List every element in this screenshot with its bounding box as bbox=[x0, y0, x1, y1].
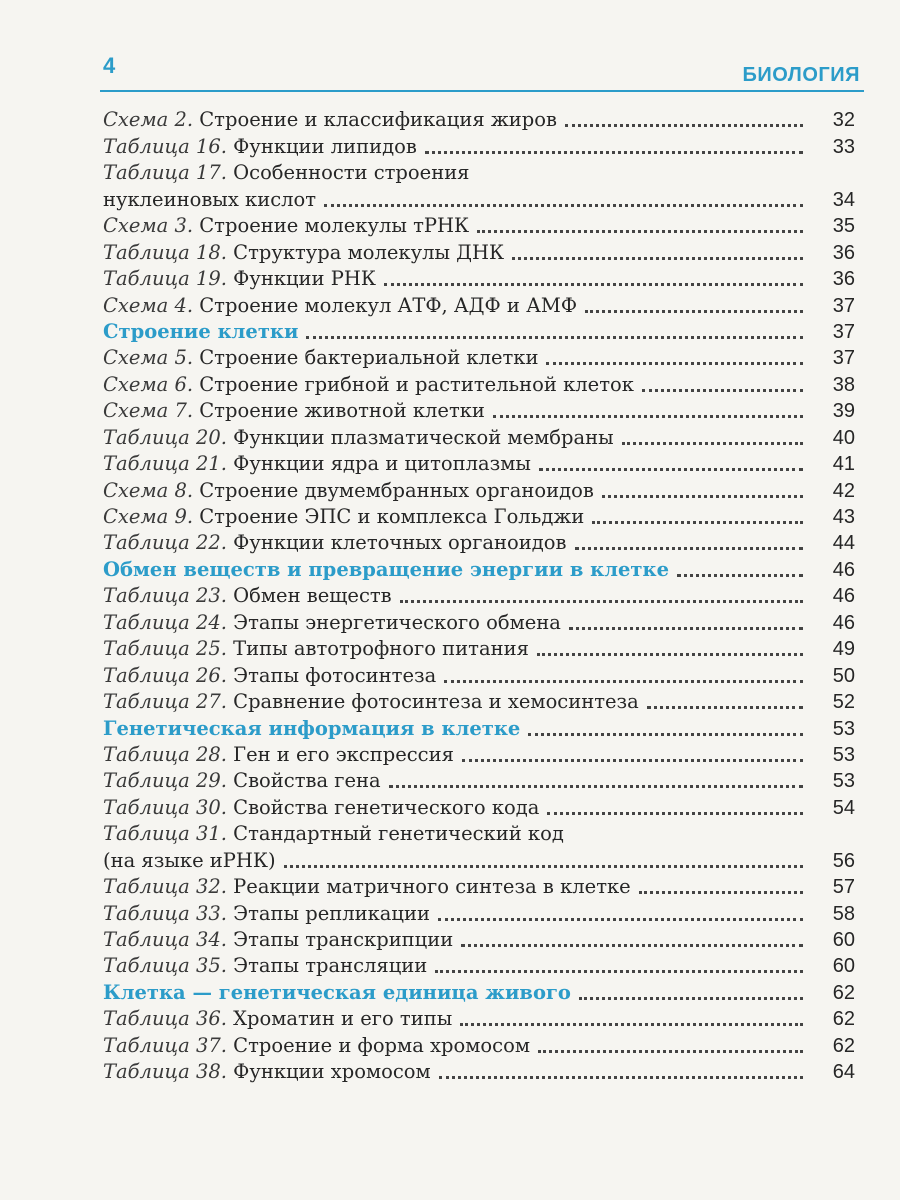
toc-entry-title-wrap bbox=[103, 372, 634, 398]
dot-leader bbox=[306, 336, 803, 339]
toc-entry bbox=[103, 477, 855, 503]
toc-entry-title-wrap bbox=[103, 1033, 530, 1059]
toc-entry bbox=[103, 213, 855, 239]
toc-entry-text bbox=[103, 372, 811, 398]
toc-entry-label: Схема 2. bbox=[103, 108, 194, 132]
toc-entry bbox=[103, 451, 855, 477]
toc-entry bbox=[103, 583, 855, 609]
toc-entry-title: Строение клетки bbox=[103, 319, 299, 343]
toc-entry bbox=[103, 821, 855, 847]
toc-entry-title: Этапы фотосинтеза bbox=[233, 663, 437, 687]
toc-entry-text bbox=[103, 1006, 811, 1032]
toc-entry-text bbox=[103, 927, 811, 953]
toc-entry-title-wrap bbox=[103, 716, 520, 742]
toc-page-number: 38 bbox=[832, 373, 855, 396]
toc-entry-label: Схема 7. bbox=[103, 399, 194, 423]
toc-entry-title-wrap bbox=[103, 636, 529, 662]
toc-entry bbox=[103, 1059, 855, 1085]
toc-entry-title-wrap bbox=[103, 425, 614, 451]
toc-entry-label: Схема 6. bbox=[103, 372, 194, 396]
dot-leader bbox=[546, 362, 803, 365]
toc-entry bbox=[103, 371, 855, 397]
toc-entry bbox=[103, 1006, 855, 1032]
toc-entry-label: Таблица 23. bbox=[103, 584, 227, 608]
toc-entry-label: Схема 5. bbox=[103, 346, 194, 370]
toc-page-number: 52 bbox=[832, 691, 855, 714]
dot-leader bbox=[575, 547, 803, 550]
toc-entry-title: Стандартный генетический код bbox=[233, 822, 564, 846]
toc-page-number: 46 bbox=[832, 558, 855, 581]
toc-entry-title-wrap bbox=[103, 107, 557, 133]
dot-leader bbox=[592, 521, 803, 524]
toc-entry-text bbox=[103, 821, 811, 847]
toc-page-number: 60 bbox=[832, 955, 855, 978]
toc-entry-text bbox=[103, 160, 811, 186]
book-title: БИОЛОГИЯ bbox=[742, 64, 860, 86]
toc-entry-text bbox=[103, 874, 811, 900]
toc-entry-text bbox=[103, 689, 811, 715]
toc-entry-label: Таблица 25. bbox=[103, 637, 227, 661]
toc-entry-title-wrap bbox=[103, 953, 427, 979]
toc-page-number: 56 bbox=[832, 849, 855, 872]
dot-leader bbox=[579, 997, 803, 1000]
toc-page-number: 41 bbox=[832, 453, 855, 476]
dot-leader bbox=[461, 944, 803, 947]
toc-section-heading bbox=[103, 319, 855, 345]
toc-entry-title: Особенности строения bbox=[233, 161, 470, 185]
toc-entry-text bbox=[103, 1059, 811, 1085]
toc-section-heading bbox=[103, 979, 855, 1005]
toc-entry bbox=[103, 874, 855, 900]
toc-entry-text bbox=[103, 953, 811, 979]
toc-page-number: 54 bbox=[832, 796, 855, 819]
dot-leader bbox=[477, 230, 803, 233]
toc-entry-title-wrap bbox=[103, 345, 538, 371]
toc-page-number: 37 bbox=[832, 320, 855, 343]
toc-entry bbox=[103, 424, 855, 450]
header-divider bbox=[100, 90, 864, 92]
toc-entry-title-wrap bbox=[103, 293, 577, 319]
page-number: 4 bbox=[103, 53, 116, 78]
toc-entry-text bbox=[103, 901, 811, 927]
toc-page-number: 62 bbox=[832, 1034, 855, 1057]
toc-entry-title: Функции плазматической мембраны bbox=[233, 425, 614, 449]
toc-entry-title: Типы автотрофного питания bbox=[233, 637, 529, 661]
dot-leader bbox=[284, 865, 803, 868]
toc-page-number: 62 bbox=[832, 981, 855, 1004]
dot-leader bbox=[528, 733, 803, 736]
toc-entry-title: Строение и форма хромосом bbox=[233, 1033, 530, 1057]
toc-entry-label: Таблица 31. bbox=[103, 822, 227, 846]
toc-entry-title-wrap bbox=[103, 980, 571, 1006]
dot-leader bbox=[435, 970, 803, 973]
toc-entry-text bbox=[103, 345, 811, 371]
toc-entry bbox=[103, 1032, 855, 1058]
toc-entry-text bbox=[103, 213, 811, 239]
toc-entry-title: Обмен веществ и превращение энергии в клетке bbox=[103, 557, 669, 581]
toc-page-number: 32 bbox=[832, 109, 855, 132]
toc-entry-title: (на языке иРНК) bbox=[103, 848, 276, 872]
toc-page-number: 37 bbox=[832, 347, 855, 370]
dot-leader bbox=[538, 1050, 803, 1053]
toc-entry-text bbox=[103, 319, 811, 345]
toc-page-number: 46 bbox=[832, 585, 855, 608]
dot-leader bbox=[602, 495, 803, 498]
toc-entry-title: Клетка — генетическая единица живого bbox=[103, 980, 571, 1004]
toc-entry bbox=[103, 768, 855, 794]
toc-entry-title-wrap bbox=[103, 1059, 431, 1085]
dot-leader bbox=[425, 151, 803, 154]
dot-leader bbox=[460, 1023, 803, 1026]
toc-page-number: 62 bbox=[832, 1008, 855, 1031]
toc-entry-label: Таблица 38. bbox=[103, 1060, 227, 1084]
dot-leader bbox=[462, 759, 803, 762]
toc-entry-text bbox=[103, 716, 811, 742]
toc-page-number: 53 bbox=[832, 770, 855, 793]
dot-leader bbox=[324, 204, 803, 207]
toc-entry-title: Строение грибной и растительной клеток bbox=[199, 372, 634, 396]
toc-entry-title: Этапы трансляции bbox=[233, 954, 428, 978]
toc-entry-text bbox=[103, 583, 811, 609]
toc-entry-title-wrap bbox=[103, 689, 639, 715]
toc-entry-label: Таблица 18. bbox=[103, 240, 227, 264]
toc-entry-title-wrap bbox=[103, 742, 454, 768]
dot-leader bbox=[439, 1076, 803, 1079]
toc-entry-label: Таблица 22. bbox=[103, 531, 227, 555]
toc-page-number: 49 bbox=[832, 638, 855, 661]
toc-entry-title-wrap bbox=[103, 557, 669, 583]
toc-entry-title-wrap bbox=[103, 398, 485, 424]
toc-entry bbox=[103, 345, 855, 371]
toc-entry-title: Ген и его экспрессия bbox=[233, 742, 454, 766]
dot-leader bbox=[639, 891, 803, 894]
toc-entry-label: Таблица 37. bbox=[103, 1033, 227, 1057]
toc-page-number: 34 bbox=[832, 188, 855, 211]
toc-entry-label: Таблица 32. bbox=[103, 875, 227, 899]
toc-entry bbox=[103, 160, 855, 186]
toc-entry-text bbox=[103, 980, 811, 1006]
toc-entry bbox=[103, 847, 855, 873]
toc-entry-label: Таблица 20. bbox=[103, 425, 227, 449]
dot-leader bbox=[622, 442, 803, 445]
toc-entry-label: Таблица 30. bbox=[103, 795, 227, 819]
toc-page-number: 50 bbox=[832, 664, 855, 687]
toc-entry bbox=[103, 504, 855, 530]
toc-entry bbox=[103, 900, 855, 926]
dot-leader bbox=[642, 389, 803, 392]
toc-entry-label: Схема 8. bbox=[103, 478, 194, 502]
page-header bbox=[0, 0, 900, 100]
dot-leader bbox=[537, 653, 803, 656]
toc-section-heading bbox=[103, 556, 855, 582]
toc-entry-title: Этапы репликации bbox=[233, 901, 430, 925]
toc-entry bbox=[103, 133, 855, 159]
toc-entry-title-wrap bbox=[103, 134, 417, 160]
toc-entry-title-wrap bbox=[103, 478, 594, 504]
toc-entry-title: Свойства генетического кода bbox=[233, 795, 540, 819]
toc-page-number: 46 bbox=[832, 611, 855, 634]
toc-entry-title-wrap bbox=[103, 160, 470, 186]
toc-entry-label: Таблица 35. bbox=[103, 954, 227, 978]
toc-entry-text bbox=[103, 107, 811, 133]
toc-entry-title-wrap bbox=[103, 187, 316, 213]
toc-page-number: 36 bbox=[832, 268, 855, 291]
toc-section-heading bbox=[103, 715, 855, 741]
dot-leader bbox=[438, 918, 803, 921]
dot-leader bbox=[677, 574, 803, 577]
toc-entry-title-wrap bbox=[103, 901, 430, 927]
toc-entry-title: Сравнение фотосинтеза и хемосинтеза bbox=[233, 690, 639, 714]
toc-entry-text bbox=[103, 451, 811, 477]
toc-page-number: 43 bbox=[832, 506, 855, 528]
dot-leader bbox=[565, 124, 803, 127]
toc-entry-title: Хроматин и его типы bbox=[233, 1007, 453, 1031]
toc-entry-text bbox=[103, 187, 811, 213]
toc-entry-label: Таблица 34. bbox=[103, 928, 227, 951]
toc-entry-title-wrap bbox=[103, 821, 564, 847]
toc-entry-title-wrap bbox=[103, 1006, 452, 1032]
toc-entry-text bbox=[103, 663, 811, 689]
toc-page-number: 36 bbox=[832, 241, 855, 264]
toc-entry-title-wrap bbox=[103, 768, 381, 794]
toc-entry-title: Строение ЭПС и комплекса Гольджи bbox=[199, 505, 585, 528]
toc-entry-title-wrap bbox=[103, 610, 561, 636]
toc-entry-text bbox=[103, 636, 811, 662]
toc-page-number: 53 bbox=[832, 743, 855, 766]
toc-entry-title: Строение и классификация жиров bbox=[199, 108, 557, 132]
toc-entry-label: Таблица 26. bbox=[103, 663, 227, 687]
toc-entry-title: Структура молекулы ДНК bbox=[233, 240, 505, 264]
toc-entry-title: Функции РНК bbox=[233, 267, 376, 291]
toc-entry-label: Таблица 24. bbox=[103, 610, 227, 634]
toc-entry-title-wrap bbox=[103, 451, 531, 477]
toc-entry-label: Схема 4. bbox=[103, 293, 194, 317]
toc-entry-text bbox=[103, 1033, 811, 1059]
toc-entry-text bbox=[103, 848, 811, 874]
toc-entry-title: Функции липидов bbox=[233, 134, 417, 158]
toc-entry-title: Генетическая информация в клетке bbox=[103, 716, 521, 740]
toc-entry-title: Строение двумембранных органоидов bbox=[199, 478, 594, 502]
toc-page-number: 33 bbox=[832, 135, 855, 158]
toc-entry-title-wrap bbox=[103, 927, 453, 953]
toc-entry-label: Схема 9. bbox=[103, 505, 194, 528]
toc-entry bbox=[103, 742, 855, 768]
toc-entry-text bbox=[103, 795, 811, 821]
toc-entry-label: Таблица 21. bbox=[103, 452, 227, 476]
toc-entry bbox=[103, 689, 855, 715]
toc-page-number: 37 bbox=[832, 294, 855, 317]
toc-entry-text bbox=[103, 266, 811, 292]
toc-entry-title: Строение бактериальной клетки bbox=[199, 346, 539, 370]
toc-entry-title: Этапы транскрипции bbox=[233, 928, 454, 951]
table-of-contents bbox=[103, 107, 855, 1085]
toc-entry-title-wrap bbox=[103, 240, 504, 266]
toc-entry-title: Этапы энергетического обмена bbox=[233, 610, 561, 634]
toc-page-number: 60 bbox=[832, 929, 855, 951]
toc-page-number: 42 bbox=[832, 479, 855, 502]
toc-entry bbox=[103, 398, 855, 424]
toc-page-number: 57 bbox=[832, 876, 855, 899]
toc-entry-title: Свойства гена bbox=[233, 769, 381, 793]
toc-page-number: 64 bbox=[832, 1061, 855, 1084]
dot-leader bbox=[569, 627, 803, 630]
toc-entry-title: Строение животной клетки bbox=[199, 399, 485, 423]
toc-entry bbox=[103, 609, 855, 635]
toc-entry-text bbox=[103, 610, 811, 636]
dot-leader bbox=[585, 310, 803, 313]
toc-entry-title-wrap bbox=[103, 504, 584, 530]
toc-entry-text bbox=[103, 530, 811, 556]
dot-leader bbox=[389, 785, 803, 788]
toc-entry-label: Таблица 27. bbox=[103, 690, 227, 714]
toc-entry-title: Реакции матричного синтеза в клетке bbox=[233, 875, 631, 899]
toc-entry bbox=[103, 292, 855, 318]
toc-entry-title-wrap bbox=[103, 530, 567, 556]
toc-entry-text bbox=[103, 134, 811, 160]
toc-entry-title-wrap bbox=[103, 795, 539, 821]
dot-leader bbox=[493, 415, 803, 418]
toc-page-number: 39 bbox=[832, 400, 855, 423]
toc-entry-title: нуклеиновых кислот bbox=[103, 187, 317, 211]
dot-leader bbox=[547, 812, 803, 815]
toc-entry bbox=[103, 662, 855, 688]
toc-entry-text bbox=[103, 742, 811, 768]
toc-entry-title: Обмен веществ bbox=[233, 584, 392, 608]
toc-entry-title-wrap bbox=[103, 213, 469, 239]
toc-entry-text bbox=[103, 768, 811, 794]
toc-entry-label: Таблица 36. bbox=[103, 1007, 227, 1031]
toc-entry-title-wrap bbox=[103, 266, 376, 292]
toc-entry bbox=[103, 636, 855, 662]
dot-leader bbox=[384, 283, 803, 286]
toc-entry-title-wrap bbox=[103, 874, 631, 900]
toc-entry-title-wrap bbox=[103, 663, 436, 689]
toc-entry bbox=[103, 530, 855, 556]
toc-entry-text bbox=[103, 398, 811, 424]
toc-entry-title: Функции клеточных органоидов bbox=[233, 531, 567, 555]
toc-entry-text bbox=[103, 504, 811, 530]
toc-page-number: 58 bbox=[832, 902, 855, 925]
toc-entry bbox=[103, 239, 855, 265]
toc-entry-title: Строение молекул АТФ, АДФ и АМФ bbox=[199, 293, 578, 317]
toc-entry-title-wrap bbox=[103, 583, 392, 609]
toc-entry bbox=[103, 186, 855, 212]
toc-entry bbox=[103, 107, 855, 133]
toc-entry bbox=[103, 927, 855, 953]
toc-entry-label: Таблица 17. bbox=[103, 161, 227, 185]
toc-entry-text bbox=[103, 293, 811, 319]
toc-page-number: 53 bbox=[832, 717, 855, 740]
toc-entry-text bbox=[103, 478, 811, 504]
toc-entry-text bbox=[103, 240, 811, 266]
toc-page-number: 40 bbox=[832, 426, 855, 449]
toc-entry bbox=[103, 266, 855, 292]
toc-entry-label: Схема 3. bbox=[103, 214, 194, 238]
dot-leader bbox=[444, 680, 803, 683]
toc-entry-title: Строение молекулы тРНК bbox=[199, 214, 470, 238]
dot-leader bbox=[400, 600, 803, 603]
toc-entry-label: Таблица 29. bbox=[103, 769, 227, 793]
toc-entry-text bbox=[103, 557, 811, 583]
toc-entry-title-wrap bbox=[103, 319, 298, 345]
toc-entry-title: Функции хромосом bbox=[233, 1060, 431, 1084]
dot-leader bbox=[512, 257, 803, 260]
toc-entry bbox=[103, 794, 855, 820]
dot-leader bbox=[647, 706, 803, 709]
toc-entry-label: Таблица 33. bbox=[103, 901, 227, 925]
toc-page-number: 44 bbox=[832, 532, 855, 555]
toc-page-number: 35 bbox=[832, 215, 855, 238]
toc-entry-text bbox=[103, 425, 811, 451]
toc-entry-label: Таблица 16. bbox=[103, 134, 227, 158]
toc-entry-title-wrap bbox=[103, 848, 276, 874]
toc-entry-label: Таблица 19. bbox=[103, 267, 227, 291]
toc-entry-label: Таблица 28. bbox=[103, 742, 227, 766]
toc-entry bbox=[103, 953, 855, 979]
dot-leader bbox=[539, 468, 803, 471]
toc-entry-title: Функции ядра и цитоплазмы bbox=[233, 452, 531, 476]
